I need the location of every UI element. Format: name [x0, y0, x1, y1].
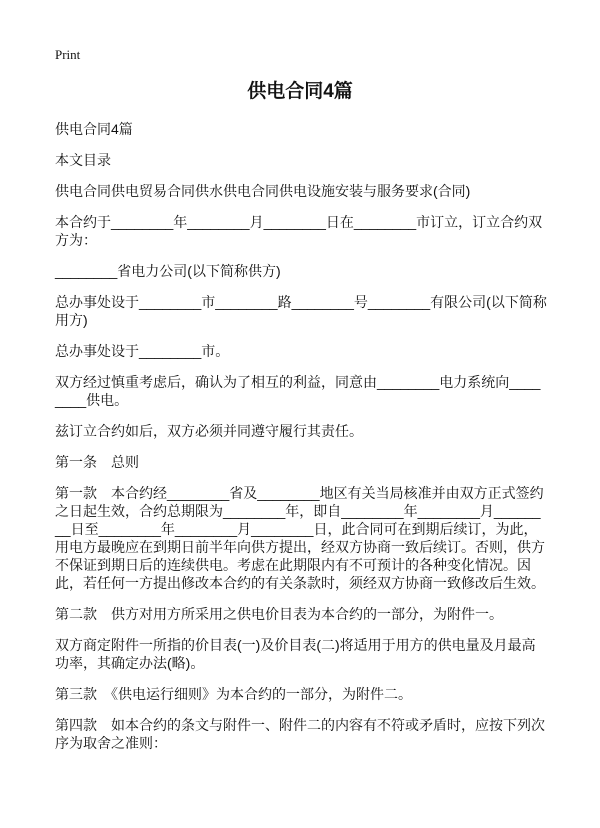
clause-4: 第四款 如本合约的条文与附件一、附件二的内容有不符或矛盾时，应按下列次序为取舍之准则：: [55, 717, 545, 751]
clause-2: 第二款 供方对用方所采用之供电价目表为本合约的一部分，为附件一。: [55, 606, 503, 622]
print-label: Print: [55, 47, 81, 62]
clause-1: 第一款 本合约经________省及________地区有关当局核准并由双方正式签约之日起生效，合约总期限为________年，即自________年________月________日至________年________月________日，此合同可在到期后续订，为此，用电方最晚应在到期日前半年向供方提出，经双方协商一致后续订。否则，供方不保证到期日后的连续供电。考虑在此期限内有不可预计的各种变化情况。因此，若任何一方提出修改本合约的有关条款时，须经双方协商一致修改后生效。: [55, 485, 545, 591]
paragraph-contract-date: 本合约于________年________月________日在________市订立，订立合约双方为：: [55, 214, 543, 248]
paragraph-head-office: 总办事处设于________市。: [55, 343, 230, 359]
paragraph-price-tables: 双方商定附件一所指的价目表(一)及价目表(二)将适用于用方的供电量及月最高功率，其确定办法(略)。: [55, 637, 536, 671]
clause-3: 第三款 《供电运行细则》为本合约的一部分，为附件二。: [55, 686, 412, 702]
article-1-heading: 第一条 总则: [55, 454, 139, 470]
toc-entries: 供电合同供电贸易合同供水供电合同供电设施安装与服务要求(合同): [55, 183, 471, 199]
paragraph-agreement: 双方经过慎重考虑后，确认为了相互的利益，同意由________电力系统向________供电。: [55, 374, 541, 408]
paragraph-obligation: 兹订立合约如后，双方必须并同遵守履行其责任。: [55, 423, 363, 439]
subtitle: 供电合同4篇: [55, 121, 133, 137]
paragraph-user-office: 总办事处设于________市________路________号________有限公司(以下简称用方): [55, 294, 547, 328]
toc-heading: 本文目录: [55, 152, 111, 168]
paragraph-supplier: ________省电力公司(以下简称供方): [55, 263, 281, 279]
document-title: 供电合同4篇: [247, 81, 353, 102]
